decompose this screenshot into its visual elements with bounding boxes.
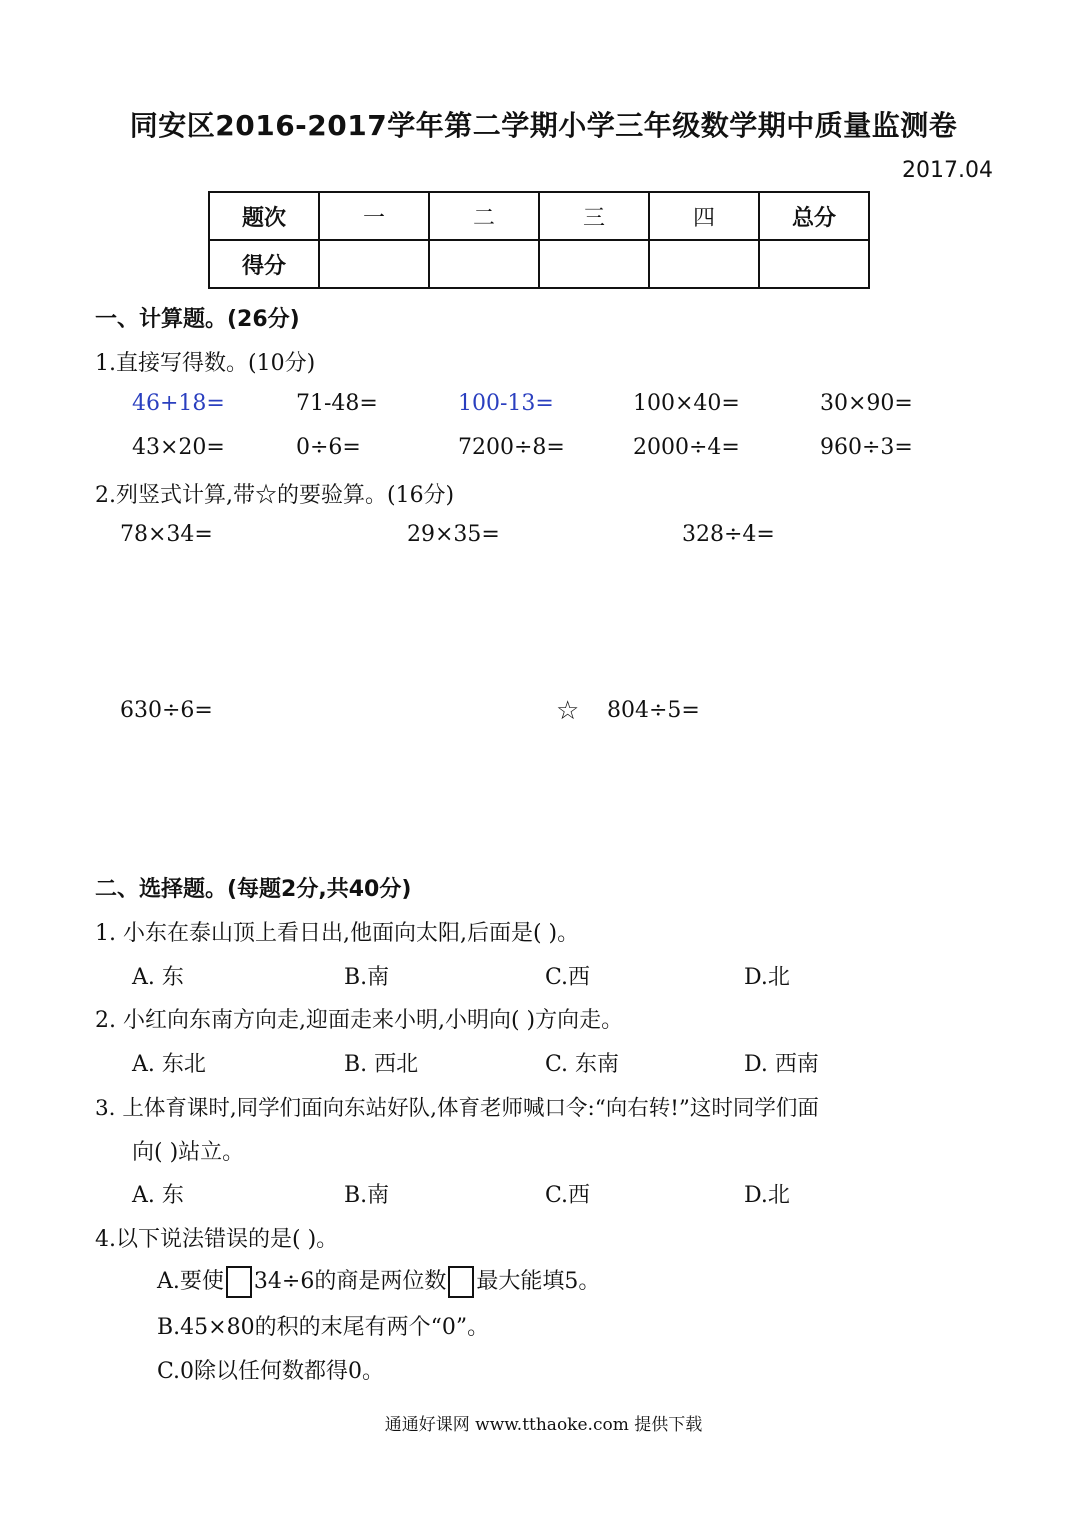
score-table-score-row bbox=[209, 240, 869, 288]
option: B. 西北 bbox=[344, 1052, 419, 1077]
calc-item: 100-13= bbox=[458, 391, 554, 416]
option: D. 西南 bbox=[744, 1052, 819, 1077]
option: A. 东 bbox=[132, 965, 184, 990]
option: A. 东北 bbox=[132, 1052, 206, 1077]
footer-text: 通通好课网 www.tthaoke.com 提供下载 bbox=[384, 1415, 703, 1435]
statement-a-text: 34÷6的商是两位数 bbox=[253, 1269, 447, 1294]
statement-a-text: A.要使 bbox=[157, 1269, 224, 1294]
calc-item: 43×20= bbox=[132, 435, 225, 460]
option: C.西 bbox=[545, 1183, 591, 1208]
calc-item: 7200÷8= bbox=[458, 435, 565, 460]
score-cell bbox=[319, 240, 429, 288]
statement-a-text: 最大能填5。 bbox=[476, 1269, 601, 1294]
question-2: 2. 小红向东南方向走,迎面走来小明,小明向( )方向走。 bbox=[95, 1008, 624, 1033]
calc-item: 100×40= bbox=[633, 391, 740, 416]
score-cell bbox=[649, 240, 759, 288]
statement-c: C.0除以任何数都得0。 bbox=[157, 1359, 385, 1384]
option: D.北 bbox=[744, 965, 790, 990]
blank-box bbox=[226, 1266, 252, 1298]
score-cell: 得分 bbox=[209, 240, 319, 288]
question-1: 1. 小东在泰山顶上看日出,他面向太阳,后面是( )。 bbox=[95, 921, 580, 946]
exam-date: 2017.04 bbox=[902, 158, 993, 183]
option: B.南 bbox=[344, 1183, 390, 1208]
calc-item: 2000÷4= bbox=[633, 435, 740, 460]
section1-q2-label: 2.列竖式计算,带☆的要验算。(16分) bbox=[95, 483, 455, 508]
option: A. 东 bbox=[132, 1183, 184, 1208]
score-cell: 四 bbox=[649, 192, 759, 240]
score-table bbox=[208, 191, 870, 289]
section1-heading: 一、计算题。(26分) bbox=[95, 307, 300, 332]
score-cell bbox=[429, 240, 539, 288]
question-3-cont: 向( )站立。 bbox=[132, 1140, 245, 1165]
vertical-calc-item: 328÷4= bbox=[682, 522, 775, 547]
question-4: 4.以下说法错误的是( )。 bbox=[95, 1227, 339, 1252]
option: C.西 bbox=[545, 965, 591, 990]
section1-q1-label: 1.直接写得数。(10分) bbox=[95, 351, 316, 376]
page-title: 同安区2016-2017学年第二学期小学三年级数学期中质量监测卷 bbox=[129, 109, 958, 142]
vertical-calc-item: 29×35= bbox=[407, 522, 500, 547]
score-cell bbox=[759, 240, 869, 288]
calc-item: 46+18= bbox=[132, 391, 225, 416]
score-cell bbox=[539, 240, 649, 288]
score-cell: 三 bbox=[539, 192, 649, 240]
vertical-calc-item: 804÷5= bbox=[607, 698, 700, 723]
calc-item: 30×90= bbox=[820, 391, 913, 416]
section2-heading: 二、选择题。(每题2分,共40分) bbox=[95, 877, 412, 902]
score-cell: 一 bbox=[319, 192, 429, 240]
question-3: 3. 上体育课时,同学们面向东站好队,体育老师喊口令:“向右转!”这时同学们面 bbox=[95, 1096, 819, 1121]
vertical-calc-item: 78×34= bbox=[120, 522, 213, 547]
statement-b: B.45×80的积的末尾有两个“0”。 bbox=[157, 1315, 490, 1340]
option: C. 东南 bbox=[545, 1052, 620, 1077]
option: B.南 bbox=[344, 965, 390, 990]
calc-item: 71-48= bbox=[296, 391, 378, 416]
score-cell: 题次 bbox=[209, 192, 319, 240]
star-icon: ☆ bbox=[556, 696, 580, 726]
score-table-header-row bbox=[209, 192, 869, 240]
blank-box bbox=[448, 1266, 474, 1298]
calc-item: 960÷3= bbox=[820, 435, 913, 460]
calc-item: 0÷6= bbox=[296, 435, 361, 460]
score-cell: 二 bbox=[429, 192, 539, 240]
statement-a bbox=[157, 1264, 600, 1298]
score-cell: 总分 bbox=[759, 192, 869, 240]
vertical-calc-item: 630÷6= bbox=[120, 698, 213, 723]
option: D.北 bbox=[744, 1183, 790, 1208]
